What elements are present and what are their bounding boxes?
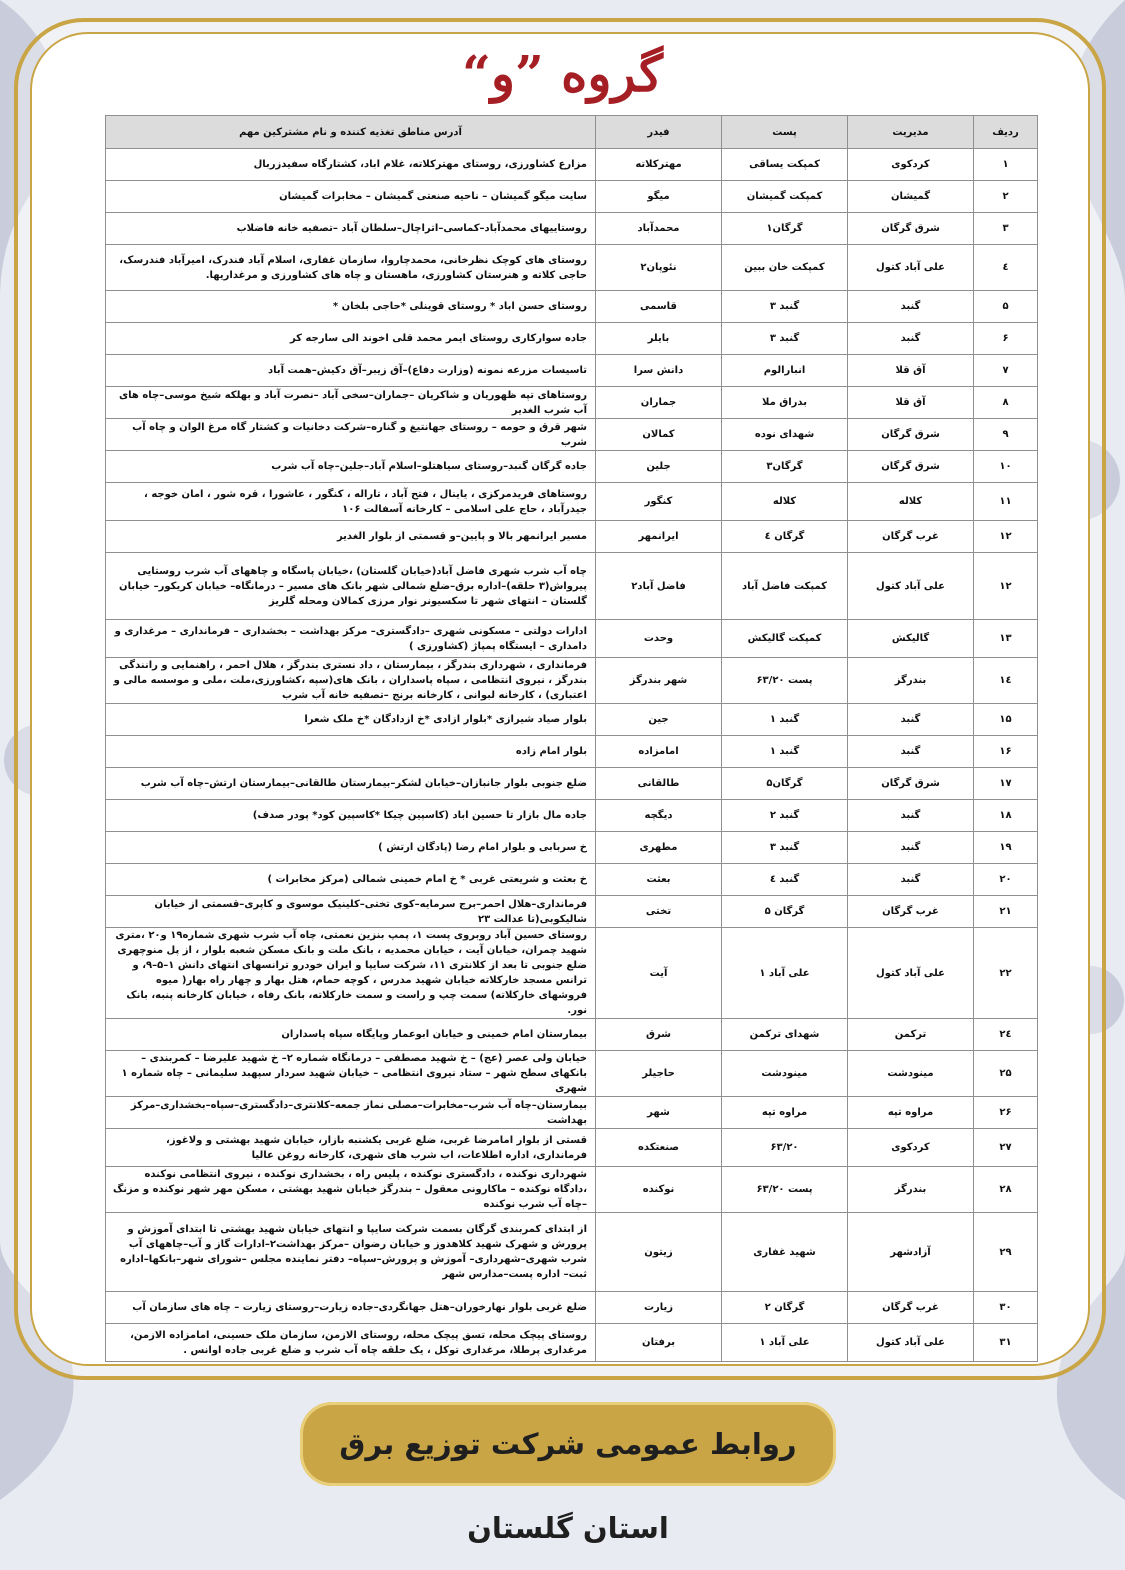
cell-address: روستاهای تپه ظهوریان و شاکریان –جماران–سخی آباد –نصرت آباد و بهلکه شیخ موسی–چاه های آب شرب الغدیر xyxy=(106,387,596,419)
cell-row-number: ۱۱ xyxy=(974,483,1038,521)
table-row xyxy=(106,181,1038,213)
cell-post: انبارالوم xyxy=(722,355,848,387)
cell-management: علی آباد کتول xyxy=(848,928,974,1019)
cell-post: گرگان۳ xyxy=(722,451,848,483)
header-management: مدیریت xyxy=(848,116,974,149)
cell-address: جاده سوارکاری روستای ایمر محمد قلی اخوند الی سارجه کر xyxy=(106,323,596,355)
cell-management: غرب گرگان xyxy=(848,1292,974,1324)
cell-row-number: ۲۲ xyxy=(974,928,1038,1019)
cell-address: از ابتدای کمربندی گرگان بسمت شرکت سایپا و انتهای خیابان شهید بهشتی تا ابتدای آموزش و پرورش و شهرک شهید کلاهدوز و خیابان رضوان –مرکز بهداشت۲–ادارات گاز و آب–چاههای آب شرب شهری–شهرداری– آموزش و پرورش–سپاه– دفتر نماینده مجلس –شورای شهر–بانکها–اداره ثبت– اداره پست–مدارس شهر xyxy=(106,1213,596,1292)
cell-management: غرب گرگان xyxy=(848,896,974,928)
cell-row-number: ۲۹ xyxy=(974,1213,1038,1292)
table-row xyxy=(106,704,1038,736)
cell-feeder: صنعتکده xyxy=(596,1129,722,1167)
cell-row-number: ۹ xyxy=(974,419,1038,451)
cell-management: کردکوی xyxy=(848,1129,974,1167)
cell-feeder: کنگور xyxy=(596,483,722,521)
table-row xyxy=(106,1167,1038,1213)
cell-post: علی آباد ۱ xyxy=(722,1324,848,1362)
cell-management: آزادشهر xyxy=(848,1213,974,1292)
cell-post: کلاله xyxy=(722,483,848,521)
cell-management: مینودشت xyxy=(848,1051,974,1097)
cell-address: روستای حسن اباد * روستای قوینلی *حاجی بلخان * xyxy=(106,291,596,323)
table-row xyxy=(106,387,1038,419)
cell-post: مراوه تپه xyxy=(722,1097,848,1129)
cell-post: گنبد ۱ xyxy=(722,704,848,736)
cell-row-number: ۲۷ xyxy=(974,1129,1038,1167)
cell-feeder: بعثت xyxy=(596,864,722,896)
footer-banner xyxy=(300,1402,836,1545)
cell-address: بلوار صیاد شیرازی *بلوار ازادی *خ ازدادگان *خ ملک شعرا xyxy=(106,704,596,736)
cell-row-number: ۱۲ xyxy=(974,521,1038,553)
cell-post: کمپکت گالیکش xyxy=(722,620,848,658)
cell-address: تاسیسات مزرعه نمونه (وزارت دفاع)–آق زیبر–آق دکیش–همت آباد xyxy=(106,355,596,387)
cell-address: مسیر ایرانمهر بالا و پایین–و قسمتی از بلوار الغدیر xyxy=(106,521,596,553)
cell-post: گرگان ۵ xyxy=(722,896,848,928)
cell-address: شهرداری نوکنده ، دادگستری نوکنده ، پلیس راه ، بخشداری نوکنده ، نیروی انتظامی نوکنده ،دادگاه نوکنده – ماکارونی معقول – بندرگز خیابان شهید بهشتی ، مسکن مهر شهر نوکنده و مزنگ –چاه آب شرب نوکنده xyxy=(106,1167,596,1213)
cell-post: شهدای نوده xyxy=(722,419,848,451)
cell-post: علی آباد ۱ xyxy=(722,928,848,1019)
table-row xyxy=(106,620,1038,658)
table-row xyxy=(106,1097,1038,1129)
table-row xyxy=(106,864,1038,896)
table-row xyxy=(106,451,1038,483)
cell-address: روستاهای فریدمرکزی ، یاینال ، فتح آباد ، تاراله ، کنگور ، عاشورا ، قره شور ، امان خوجه ، جیدرآباد ، حاج علی اسلامی – کارخانه آسفالت ۱۰۶ xyxy=(106,483,596,521)
cell-feeder: زیارت xyxy=(596,1292,722,1324)
cell-address: روستاییهای محمدآباد–کماسی–اتراچال–سلطان آباد –تصفیه خانه فاضلاب xyxy=(106,213,596,245)
cell-management: غرب گرگان xyxy=(848,521,974,553)
cell-feeder: آیت xyxy=(596,928,722,1019)
table-row xyxy=(106,832,1038,864)
cell-feeder: طالقانی xyxy=(596,768,722,800)
cell-row-number: ۱۵ xyxy=(974,704,1038,736)
cell-post: گنبد ۱ xyxy=(722,736,848,768)
cell-address: بیمارستان–چاه آب شرب–مخابرات–مصلی نماز جمعه–کلانتری–دادگستری–سپاه–بخشداری–مرکز بهداشت xyxy=(106,1097,596,1129)
cell-address: جاده مال بازار تا حسین اباد (کاسپین چیکا *کاسپین کود* پودر صدف) xyxy=(106,800,596,832)
cell-feeder: فاضل آباد۲ xyxy=(596,553,722,620)
cell-row-number: ۲۵ xyxy=(974,1051,1038,1097)
cell-feeder: شرق xyxy=(596,1019,722,1051)
cell-feeder: زیتون xyxy=(596,1213,722,1292)
cell-address: مزارع کشاورزی، روستای مهترکلاته، غلام اباد، کشتارگاه سفیدزربال xyxy=(106,149,596,181)
table-row xyxy=(106,323,1038,355)
cell-management: گنبد xyxy=(848,323,974,355)
cell-address: روستای های کوچک نظرخانی، محمدچاروا، سازمان غفاری، اسلام آباد فندرک، امیرآباد فندرسک، حاجی کلاته و هنرستان کشاورزی، ماهستان و چاه های کشاورزی و مرغداریها. xyxy=(106,245,596,291)
cell-management: گمیشان xyxy=(848,181,974,213)
cell-address: بیمارستان امام خمینی و خیابان ابوعمار وپایگاه سپاه پاسداران xyxy=(106,1019,596,1051)
cell-row-number: ۲۱ xyxy=(974,896,1038,928)
cell-post: پست ۶۳/۲۰ xyxy=(722,1167,848,1213)
cell-address: سایت میگو گمیشان – ناحیه صنعتی گمیشان – مخابرات گمیشان xyxy=(106,181,596,213)
cell-row-number: ۲۶ xyxy=(974,1097,1038,1129)
table-row xyxy=(106,553,1038,620)
cell-management: گنبد xyxy=(848,704,974,736)
cell-post: کمپکت گمیشان xyxy=(722,181,848,213)
cell-feeder: جماران xyxy=(596,387,722,419)
cell-address: خ سربابی و بلوار امام رضا (پادگان ارتش ) xyxy=(106,832,596,864)
table-row xyxy=(106,928,1038,1019)
cell-row-number: ۱۶ xyxy=(974,736,1038,768)
cell-feeder: دانش سرا xyxy=(596,355,722,387)
table-row xyxy=(106,1051,1038,1097)
cell-row-number: ۷ xyxy=(974,355,1038,387)
cell-post: بدراق ملا xyxy=(722,387,848,419)
cell-feeder: جلین xyxy=(596,451,722,483)
cell-address: خ بعثت و شریعتی غربی * خ امام خمینی شمالی (مرکز مخابرات ) xyxy=(106,864,596,896)
cell-management: شرق گرگان xyxy=(848,451,974,483)
cell-feeder: مطهری xyxy=(596,832,722,864)
table-row xyxy=(106,896,1038,928)
cell-management: گالیکش xyxy=(848,620,974,658)
cell-row-number: ۸ xyxy=(974,387,1038,419)
cell-feeder: تختی xyxy=(596,896,722,928)
cell-post: شهدای ترکمن xyxy=(722,1019,848,1051)
cell-post: گنبد ۳ xyxy=(722,323,848,355)
cell-feeder: برفتان xyxy=(596,1324,722,1362)
cell-management: مراوه تپه xyxy=(848,1097,974,1129)
cell-address: چاه آب شرب شهری فاضل آباد(خیابان گلستان) ،خیابان پاسگاه و چاههای آب شرب روستایی پیرواش(۳ حلقه)–اداره برق–ضلع شمالی شهر بانک های مسیر – درمانگاه– خیابان کریکور– خیابان گلستان – انتهای شهر تا سکسیونر نوار مرزی کمالان ومحله گلریز xyxy=(106,553,596,620)
cell-address: خیابان ولی عصر (عج) – خ شهید مصطفی – درمانگاه شماره ۲– خ شهید علیرضا – کمربندی – بانکهای سطح شهر – ستاد نیروی انتظامی – خیابان شهید سردار سپهبد سلیمانی – چاه شماره ۱ شهری xyxy=(106,1051,596,1097)
cell-feeder: امامزاده xyxy=(596,736,722,768)
cell-post: کمپکت فاضل آباد xyxy=(722,553,848,620)
table-row xyxy=(106,355,1038,387)
table-body xyxy=(106,149,1038,1362)
table-row xyxy=(106,149,1038,181)
table-row xyxy=(106,1019,1038,1051)
cell-management: علی آباد کتول xyxy=(848,1324,974,1362)
cell-address: فرمانداری–هلال احمر–برج سرمایه–کوی تختی–کلینیک موسوی و کاپری–قسمتی از خیابان شالیکوبی(تا عدالت ۲۳ xyxy=(106,896,596,928)
cell-row-number: ۲۸ xyxy=(974,1167,1038,1213)
table-row xyxy=(106,658,1038,704)
cell-row-number: ۲٤ xyxy=(974,1019,1038,1051)
cell-address: بلوار امام زاده xyxy=(106,736,596,768)
cell-feeder: کمالان xyxy=(596,419,722,451)
cell-row-number: ۶ xyxy=(974,323,1038,355)
table-row xyxy=(106,245,1038,291)
cell-post: مینودشت xyxy=(722,1051,848,1097)
header-post: پست xyxy=(722,116,848,149)
table-row xyxy=(106,1324,1038,1362)
header-row-number: ردیف xyxy=(974,116,1038,149)
page-title: گروه ”و“ xyxy=(462,44,663,103)
table-row xyxy=(106,736,1038,768)
cell-row-number: ۱ xyxy=(974,149,1038,181)
cell-address: ضلع غربی بلوار نهارخوران–هتل جهانگردی–جاده زیارت–روستای زیارت – چاه های سازمان آب xyxy=(106,1292,596,1324)
cell-row-number: ۱۲ xyxy=(974,553,1038,620)
cell-feeder: نئوپان۲ xyxy=(596,245,722,291)
cell-feeder: میگو xyxy=(596,181,722,213)
cell-management: شرق گرگان xyxy=(848,768,974,800)
cell-row-number: ٤ xyxy=(974,245,1038,291)
cell-row-number: ۲۰ xyxy=(974,864,1038,896)
cell-feeder: شهر xyxy=(596,1097,722,1129)
cell-row-number: ۵ xyxy=(974,291,1038,323)
cell-feeder: وحدت xyxy=(596,620,722,658)
cell-row-number: ۳۰ xyxy=(974,1292,1038,1324)
cell-row-number: ۳۱ xyxy=(974,1324,1038,1362)
table-row xyxy=(106,1213,1038,1292)
cell-feeder: محمدآباد xyxy=(596,213,722,245)
cell-feeder: نوکنده xyxy=(596,1167,722,1213)
header-address: آدرس مناطق تغذیه کننده و نام مشترکین مهم xyxy=(106,116,596,149)
cell-address: روستای حسین آباد روبروی پست ۱، پمپ بنزین نعمتی، چاه آب شرب شهری شماره۱۹ و۲۰ ،متری شهید چمران، خیابان آیت ، خیابان محمدیه ، بانک ملت و بانک مسکن شعبه بلوار ، از پل منوچهری ضلع جنوبی تا بعد از کلانتری ۱۱، شرکت سایپا و ایران خودرو ترانسهای انتهای دانش ۱–۵–۹، و ترانس مسجد خارکلاته خیابان شهید مدرس ، کوچه حمام، هتل بهار و چهار راه بهار( میوه فروشهای خارکلاته) سمت چپ و راست و سمت خارکلاته، بانک رفاه ، خیابان کارخانه پنبه، بانک نور. xyxy=(106,928,596,1019)
cell-management: گنبد xyxy=(848,291,974,323)
cell-post: گنبد ۳ xyxy=(722,291,848,323)
table-row xyxy=(106,213,1038,245)
cell-management: علی آباد کتول xyxy=(848,245,974,291)
cell-row-number: ۳ xyxy=(974,213,1038,245)
cell-feeder: مهترکلاته xyxy=(596,149,722,181)
table-row xyxy=(106,768,1038,800)
cell-row-number: ۱۹ xyxy=(974,832,1038,864)
cell-management: آق قلا xyxy=(848,355,974,387)
table-row xyxy=(106,1129,1038,1167)
cell-feeder: شهر بندرگز xyxy=(596,658,722,704)
cell-management: گنبد xyxy=(848,736,974,768)
cell-feeder: دیگچه xyxy=(596,800,722,832)
cell-address: ادارات دولتی – مسکونی شهری –دادگستری– مرکز بهداشت – بخشداری – فرمانداری – مرغداری و دامداری – ایستگاه پمپاژ (کشاورزی ) xyxy=(106,620,596,658)
cell-management: گنبد xyxy=(848,864,974,896)
cell-post: گنبد ۲ xyxy=(722,800,848,832)
cell-address: شهر قرق و حومه – روستای جهانتیغ و گناره–شرکت دخانیات و کشتار گاه مرغ الوان و چاه آب شرب xyxy=(106,419,596,451)
table-row xyxy=(106,483,1038,521)
cell-address: روستای پیچک محله، تسق پیچک محله، روستای الازمن، سازمان ملک حسینی، امامزاده الازمن، مرغداری پرطلا، مرغداری توکل ، یک حلقه چاه آب شرب و ضلع غربی جاده اوانس . xyxy=(106,1324,596,1362)
cell-management: بندرگز xyxy=(848,1167,974,1213)
cell-management: علی آباد کتول xyxy=(848,553,974,620)
cell-feeder: ایرانمهر xyxy=(596,521,722,553)
table-row xyxy=(106,291,1038,323)
cell-post: گنبد ٤ xyxy=(722,864,848,896)
table-row xyxy=(106,521,1038,553)
cell-post: گرگان۱ xyxy=(722,213,848,245)
cell-post: گرگان ۲ xyxy=(722,1292,848,1324)
cell-management: گنبد xyxy=(848,800,974,832)
cell-management: بندرگز xyxy=(848,658,974,704)
cell-post: گنبد ۳ xyxy=(722,832,848,864)
cell-feeder: حاجیلر xyxy=(596,1051,722,1097)
cell-post: گرگان ٤ xyxy=(722,521,848,553)
header-feeder: فیدر xyxy=(596,116,722,149)
cell-row-number: ۱۳ xyxy=(974,620,1038,658)
table-row xyxy=(106,419,1038,451)
table-row xyxy=(106,800,1038,832)
cell-post: شهید غفاری xyxy=(722,1213,848,1292)
footer-text: روابط عمومی شرکت توزیع برق استان گلستان xyxy=(339,1427,797,1545)
cell-address: فرمانداری ، شهرداری بندرگز ، بیمارستان ، داد نستری بندرگز ، هلال احمر ، راهنمایی و رانندگی بندرگز ، نیروی انتظامی ، سپاه پاسداران ، بانک های(سپه ،کشاورزی،ملت ،ملی و موسسه مالی و اعتباری) ، کارخانه لبوانی ، کارخانه برنج –تصفیه خانه آب شرب xyxy=(106,658,596,704)
cell-post: پست ۶۳/۲۰ xyxy=(722,658,848,704)
cell-row-number: ۱۷ xyxy=(974,768,1038,800)
cell-row-number: ۱۰ xyxy=(974,451,1038,483)
cell-management: کلاله xyxy=(848,483,974,521)
cell-row-number: ۲ xyxy=(974,181,1038,213)
cell-post: کمپکت خان ببین xyxy=(722,245,848,291)
cell-feeder: قاسمی xyxy=(596,291,722,323)
table-header-row xyxy=(106,116,1038,149)
cell-row-number: ۱٤ xyxy=(974,658,1038,704)
cell-address: ضلع جنوبی بلوار جانبازان–خیابان لشکر–بیمارستان طالقانی–بیمارستان ارتش–چاه آب شرب xyxy=(106,768,596,800)
cell-management: کردکوی xyxy=(848,149,974,181)
feeder-table xyxy=(105,115,1038,1362)
cell-feeder: جین xyxy=(596,704,722,736)
cell-post: گرگان۵ xyxy=(722,768,848,800)
cell-management: شرق گرگان xyxy=(848,213,974,245)
cell-management: شرق گرگان xyxy=(848,419,974,451)
cell-address: قستی از بلوار امامرضا غربی، ضلع غربی یکشنبه بازار، خیابان شهید بهشتی و ولاغوز، فرمانداری، اداره اطلاعات، اب شرب های شهری، کارخانه روغن عالیا xyxy=(106,1129,596,1167)
table-row xyxy=(106,1292,1038,1324)
cell-post: ۶۳/۲۰ xyxy=(722,1129,848,1167)
cell-management: گنبد xyxy=(848,832,974,864)
cell-management: آق قلا xyxy=(848,387,974,419)
cell-feeder: بایلر xyxy=(596,323,722,355)
cell-address: جاده گرگان گنبد–روستای سیاهتلو–اسلام آباد–جلین–چاه آب شرب xyxy=(106,451,596,483)
cell-row-number: ۱۸ xyxy=(974,800,1038,832)
cell-management: ترکمن xyxy=(848,1019,974,1051)
feeder-table-container xyxy=(105,115,1037,1362)
cell-post: کمپکت یساقی xyxy=(722,149,848,181)
